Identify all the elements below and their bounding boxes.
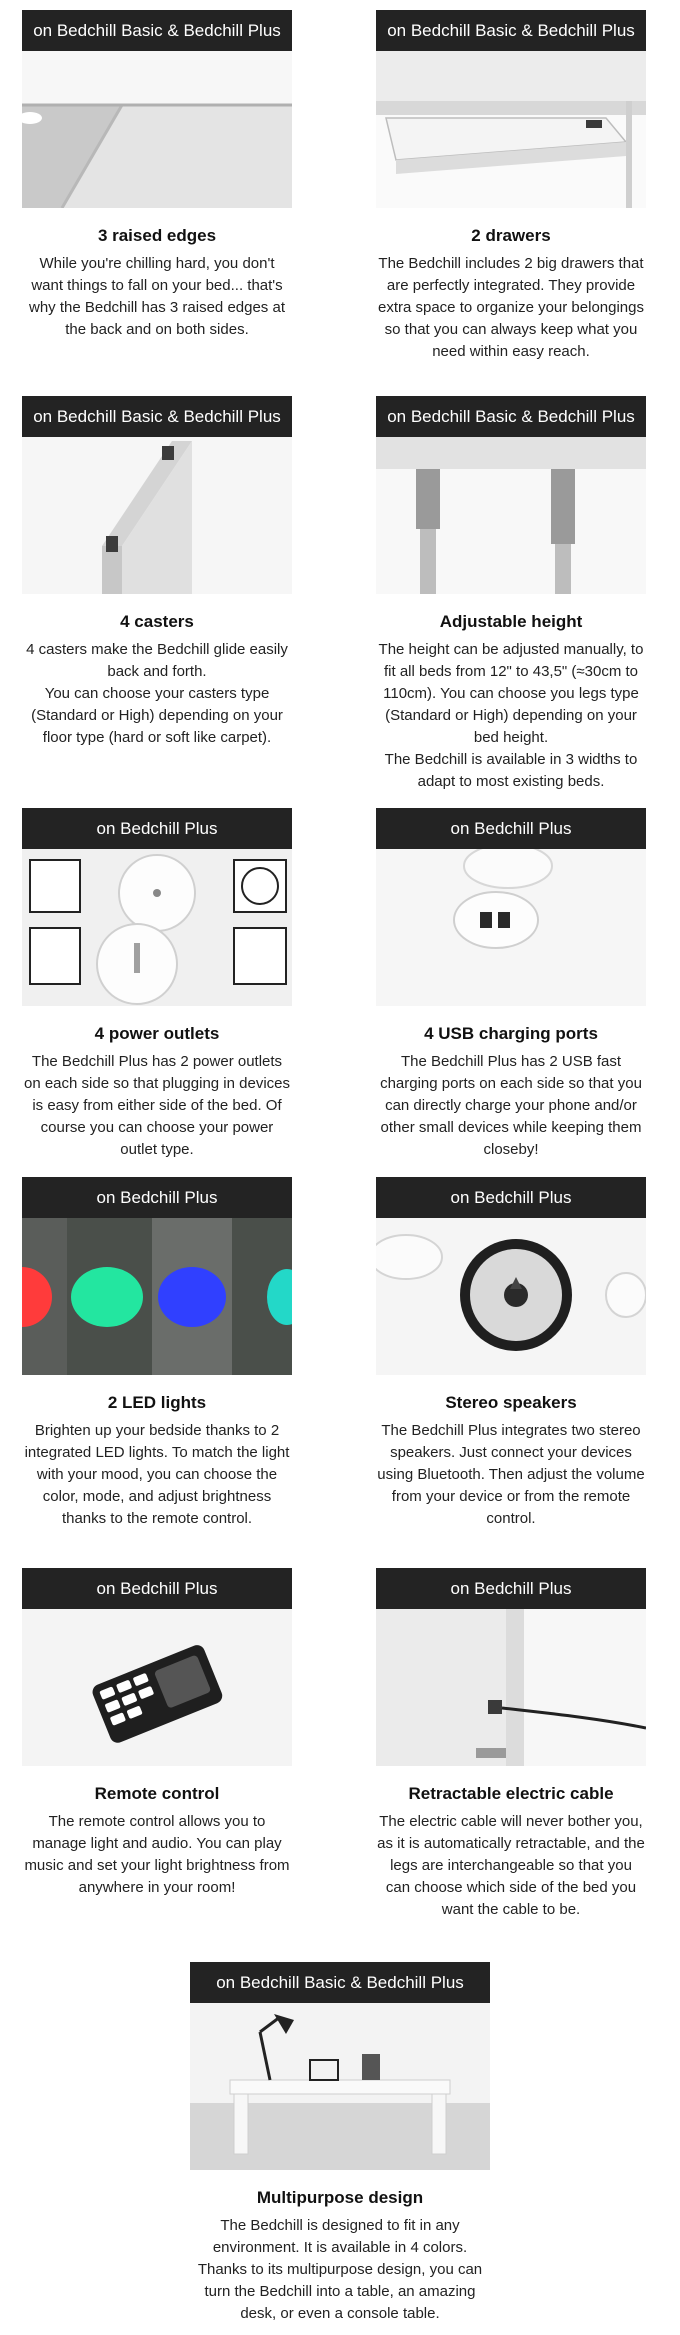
feature-description: While you're chilling hard, you don't want things to fall on your bed... that's why the Bedchill has 3 raised edges at the back and on both sides. <box>29 255 285 338</box>
edition-badge: on Bedchill Basic & Bedchill Plus <box>376 396 646 437</box>
drawers-photo <box>376 10 646 208</box>
feature-description: Brighten up your bedside thanks to 2 integrated LED lights. To match the light with your mood, you can choose the color, mode, and adjust brightness thanks to the remote control. <box>24 1422 290 1527</box>
feature-description: The electric cable will never bother you, as it is automatically retractable, and the legs are interchangeable so that you can choose which side of the bed you want the cable to be. <box>377 1813 645 1918</box>
feature-title: 2 drawers <box>471 226 551 245</box>
feature-description: 4 casters make the Bedchill glide easily back and forth. You can choose your casters type (Standard or High) depending on your floor type (hard or soft like carpet). <box>26 641 288 746</box>
feature-card-casters <box>22 396 292 749</box>
feature-card-adjustable-height <box>376 396 646 793</box>
feature-card-retractable-cable <box>376 1568 646 1921</box>
edition-badge: on Bedchill Basic & Bedchill Plus <box>22 396 292 437</box>
feature-card-power-outlets <box>22 808 292 1161</box>
feature-description: The Bedchill includes 2 big drawers that are perfectly integrated. They provide extra space to organize your belongings so that you can always keep what you need within easy reach. <box>377 255 644 360</box>
adjustable-height-photo <box>376 396 646 594</box>
feature-description: The remote control allows you to manage light and audio. You can play music and set your light brightness from anywhere in your room! <box>24 1813 290 1896</box>
feature-card-led-lights <box>22 1177 292 1530</box>
feature-card-multipurpose-design <box>190 1962 490 2325</box>
feature-title: Multipurpose design <box>256 2188 424 2207</box>
remote-control-photo <box>22 1568 292 1766</box>
feature-title: 4 USB charging ports <box>424 1024 598 1043</box>
casters-photo <box>22 396 292 594</box>
edition-badge: on Bedchill Plus <box>376 1177 646 1218</box>
led-lights-photo <box>22 1177 292 1375</box>
feature-title: Remote control <box>94 1784 220 1803</box>
power-outlets-photo <box>22 808 292 1006</box>
edition-badge: on Bedchill Basic & Bedchill Plus <box>376 10 646 51</box>
feature-title: Retractable electric cable <box>408 1784 614 1803</box>
multipurpose-design-photo <box>190 1962 490 2170</box>
feature-card-drawers <box>376 10 646 363</box>
usb-ports-photo <box>376 808 646 1006</box>
edition-badge: on Bedchill Plus <box>376 1568 646 1609</box>
edition-badge: on Bedchill Plus <box>22 1568 292 1609</box>
feature-title: Stereo speakers <box>445 1393 577 1412</box>
feature-title: 2 LED lights <box>107 1393 207 1412</box>
feature-description: The height can be adjusted manually, to fit all beds from 12" to 43,5" (≈30cm to 110cm). You can choose you legs type (Standard or High) depending on your bed height. The Bedchill is available in 3 widths to adapt to most existing beds. <box>378 641 644 790</box>
feature-title: 4 casters <box>120 612 194 631</box>
feature-card-stereo-speakers <box>376 1177 646 1530</box>
feature-title: 4 power outlets <box>94 1024 220 1043</box>
edition-badge: on Bedchill Plus <box>22 1177 292 1218</box>
feature-description: The Bedchill Plus integrates two stereo speakers. Just connect your devices using Bluetooth. Then adjust the volume from your device or from the remote control. <box>377 1422 645 1527</box>
edition-badge: on Bedchill Basic & Bedchill Plus <box>22 10 292 51</box>
feature-description: The Bedchill Plus has 2 power outlets on each side so that plugging in devices is easy from either side of the bed. Of course you can choose your power outlet type. <box>23 1053 290 1158</box>
retractable-cable-photo <box>376 1568 646 1766</box>
edition-badge: on Bedchill Plus <box>376 808 646 849</box>
raised-edges-photo <box>22 10 292 208</box>
stereo-speakers-photo <box>376 1177 646 1375</box>
feature-description: The Bedchill Plus has 2 USB fast charging ports on each side so that you can directly charge your phone and/or other small devices while keeping them closeby! <box>380 1053 642 1158</box>
feature-title: 3 raised edges <box>97 226 217 245</box>
feature-title: Adjustable height <box>439 612 583 631</box>
edition-badge: on Bedchill Basic & Bedchill Plus <box>190 1962 490 2003</box>
edition-badge: on Bedchill Plus <box>22 808 292 849</box>
feature-card-raised-edges <box>22 10 292 341</box>
feature-card-remote-control <box>22 1568 292 1899</box>
feature-description: The Bedchill is designed to fit in any environment. It is available in 4 colors. Thanks to its multipurpose design, you can turn the Bedchill into a table, an amazing desk, or even a console table. <box>197 2217 483 2322</box>
feature-card-usb-ports <box>376 808 646 1161</box>
